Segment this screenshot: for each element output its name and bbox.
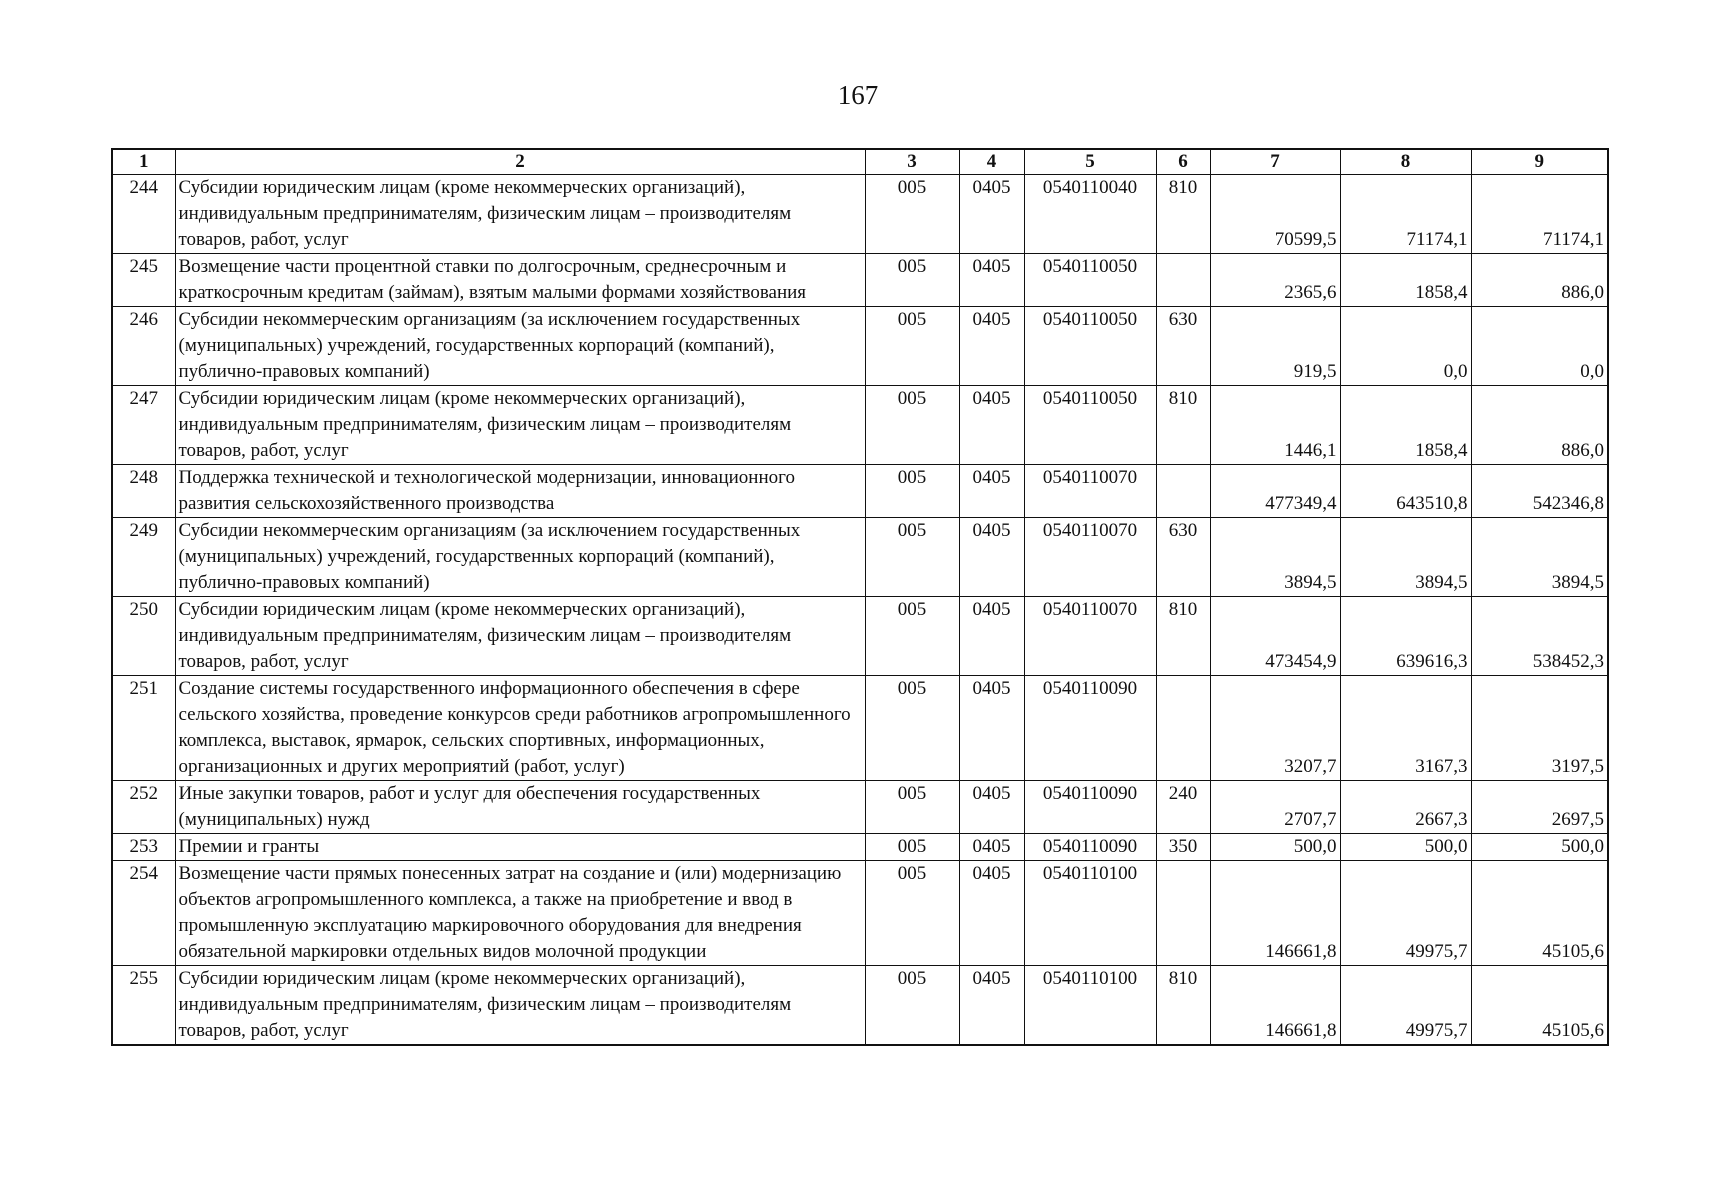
expense-type-code: 810 bbox=[1156, 966, 1210, 1046]
row-name: Субсидии юридическим лицам (кроме некоммерческих организаций), индивидуальным предпринимателям, физическим лицам – производителям товаров, работ, услуг bbox=[175, 386, 865, 465]
amount-col-7: 2365,6 bbox=[1210, 254, 1340, 307]
section-code: 0405 bbox=[959, 175, 1024, 254]
amount-col-9: 886,0 bbox=[1471, 254, 1608, 307]
section-code: 0405 bbox=[959, 307, 1024, 386]
amount-col-8: 3894,5 bbox=[1340, 518, 1471, 597]
amount-col-9: 3894,5 bbox=[1471, 518, 1608, 597]
table-row bbox=[112, 386, 1608, 465]
target-article-code: 0540110050 bbox=[1024, 386, 1156, 465]
amount-col-9: 886,0 bbox=[1471, 386, 1608, 465]
target-article-code: 0540110100 bbox=[1024, 966, 1156, 1046]
amount-col-9: 538452,3 bbox=[1471, 597, 1608, 676]
amount-col-8: 71174,1 bbox=[1340, 175, 1471, 254]
amount-col-9: 2697,5 bbox=[1471, 781, 1608, 834]
expense-type-code: 240 bbox=[1156, 781, 1210, 834]
column-header: 2 bbox=[175, 149, 865, 175]
amount-col-7: 70599,5 bbox=[1210, 175, 1340, 254]
column-header: 5 bbox=[1024, 149, 1156, 175]
row-name: Иные закупки товаров, работ и услуг для обеспечения государственных (муниципальных) нужд bbox=[175, 781, 865, 834]
table-row bbox=[112, 861, 1608, 966]
ministry-code: 005 bbox=[865, 307, 959, 386]
row-number: 249 bbox=[112, 518, 175, 597]
column-header: 8 bbox=[1340, 149, 1471, 175]
row-number: 247 bbox=[112, 386, 175, 465]
amount-col-8: 639616,3 bbox=[1340, 597, 1471, 676]
amount-col-8: 643510,8 bbox=[1340, 465, 1471, 518]
amount-col-8: 0,0 bbox=[1340, 307, 1471, 386]
target-article-code: 0540110050 bbox=[1024, 307, 1156, 386]
amount-col-9: 45105,6 bbox=[1471, 861, 1608, 966]
section-code: 0405 bbox=[959, 386, 1024, 465]
amount-col-7: 2707,7 bbox=[1210, 781, 1340, 834]
amount-col-8: 49975,7 bbox=[1340, 861, 1471, 966]
column-header: 7 bbox=[1210, 149, 1340, 175]
target-article-code: 0540110070 bbox=[1024, 518, 1156, 597]
expense-type-code: 810 bbox=[1156, 175, 1210, 254]
column-header: 3 bbox=[865, 149, 959, 175]
target-article-code: 0540110070 bbox=[1024, 597, 1156, 676]
column-number-row bbox=[112, 149, 1608, 175]
column-header: 1 bbox=[112, 149, 175, 175]
ministry-code: 005 bbox=[865, 254, 959, 307]
table-row bbox=[112, 254, 1608, 307]
target-article-code: 0540110070 bbox=[1024, 465, 1156, 518]
row-name: Создание системы государственного информационного обеспечения в сфере сельского хозяйства, проведение конкурсов среди работников агропромышленного комплекса, выставок, ярмарок, сельских спортивных, информационных, организационных и других мероприятий (работ, услуг) bbox=[175, 676, 865, 781]
amount-col-7: 477349,4 bbox=[1210, 465, 1340, 518]
table-row bbox=[112, 834, 1608, 861]
target-article-code: 0540110090 bbox=[1024, 834, 1156, 861]
section-code: 0405 bbox=[959, 676, 1024, 781]
row-name: Возмещение части процентной ставки по долгосрочным, среднесрочным и краткосрочным кредитам (займам), взятым малыми формами хозяйствования bbox=[175, 254, 865, 307]
amount-col-9: 45105,6 bbox=[1471, 966, 1608, 1046]
row-name: Субсидии юридическим лицам (кроме некоммерческих организаций), индивидуальным предпринимателям, физическим лицам – производителям товаров, работ, услуг bbox=[175, 597, 865, 676]
row-number: 253 bbox=[112, 834, 175, 861]
row-number: 248 bbox=[112, 465, 175, 518]
target-article-code: 0540110100 bbox=[1024, 861, 1156, 966]
amount-col-7: 3207,7 bbox=[1210, 676, 1340, 781]
amount-col-9: 0,0 bbox=[1471, 307, 1608, 386]
table-row bbox=[112, 175, 1608, 254]
amount-col-9: 542346,8 bbox=[1471, 465, 1608, 518]
section-code: 0405 bbox=[959, 254, 1024, 307]
row-number: 245 bbox=[112, 254, 175, 307]
ministry-code: 005 bbox=[865, 781, 959, 834]
amount-col-9: 3197,5 bbox=[1471, 676, 1608, 781]
column-header: 4 bbox=[959, 149, 1024, 175]
amount-col-7: 500,0 bbox=[1210, 834, 1340, 861]
row-name: Возмещение части прямых понесенных затрат на создание и (или) модернизацию объектов агропромышленного комплекса, а также на приобретение и ввод в промышленную эксплуатацию маркировочного оборудования для внедрения обязательной маркировки отдельных видов молочной продукции bbox=[175, 861, 865, 966]
amount-col-8: 1858,4 bbox=[1340, 254, 1471, 307]
ministry-code: 005 bbox=[865, 597, 959, 676]
amount-col-7: 146661,8 bbox=[1210, 861, 1340, 966]
expense-type-code bbox=[1156, 676, 1210, 781]
expense-type-code: 350 bbox=[1156, 834, 1210, 861]
column-header: 6 bbox=[1156, 149, 1210, 175]
amount-col-9: 71174,1 bbox=[1471, 175, 1608, 254]
section-code: 0405 bbox=[959, 465, 1024, 518]
table-row bbox=[112, 676, 1608, 781]
section-code: 0405 bbox=[959, 781, 1024, 834]
ministry-code: 005 bbox=[865, 676, 959, 781]
table-row bbox=[112, 781, 1608, 834]
amount-col-8: 500,0 bbox=[1340, 834, 1471, 861]
expense-type-code: 810 bbox=[1156, 597, 1210, 676]
ministry-code: 005 bbox=[865, 386, 959, 465]
expense-type-code bbox=[1156, 465, 1210, 518]
table-row bbox=[112, 966, 1608, 1046]
amount-col-9: 500,0 bbox=[1471, 834, 1608, 861]
amount-col-8: 49975,7 bbox=[1340, 966, 1471, 1046]
expense-type-code bbox=[1156, 861, 1210, 966]
page-number: 167 bbox=[837, 80, 879, 110]
table-row bbox=[112, 518, 1608, 597]
amount-col-7: 473454,9 bbox=[1210, 597, 1340, 676]
table-row bbox=[112, 307, 1608, 386]
row-name: Премии и гранты bbox=[175, 834, 865, 861]
expense-type-code: 630 bbox=[1156, 518, 1210, 597]
row-number: 252 bbox=[112, 781, 175, 834]
row-number: 250 bbox=[112, 597, 175, 676]
section-code: 0405 bbox=[959, 597, 1024, 676]
row-number: 251 bbox=[112, 676, 175, 781]
column-header: 9 bbox=[1471, 149, 1608, 175]
ministry-code: 005 bbox=[865, 834, 959, 861]
table-row bbox=[112, 597, 1608, 676]
target-article-code: 0540110040 bbox=[1024, 175, 1156, 254]
section-code: 0405 bbox=[959, 861, 1024, 966]
amount-col-8: 2667,3 bbox=[1340, 781, 1471, 834]
expense-type-code bbox=[1156, 254, 1210, 307]
amount-col-8: 3167,3 bbox=[1340, 676, 1471, 781]
target-article-code: 0540110090 bbox=[1024, 676, 1156, 781]
target-article-code: 0540110050 bbox=[1024, 254, 1156, 307]
budget-table bbox=[111, 148, 1609, 1046]
table-body bbox=[112, 175, 1608, 1046]
row-name: Субсидии юридическим лицам (кроме некоммерческих организаций), индивидуальным предпринимателям, физическим лицам – производителям товаров, работ, услуг bbox=[175, 966, 865, 1046]
amount-col-8: 1858,4 bbox=[1340, 386, 1471, 465]
section-code: 0405 bbox=[959, 518, 1024, 597]
expense-type-code: 810 bbox=[1156, 386, 1210, 465]
row-name: Субсидии юридическим лицам (кроме некоммерческих организаций), индивидуальным предпринимателям, физическим лицам – производителям товаров, работ, услуг bbox=[175, 175, 865, 254]
amount-col-7: 146661,8 bbox=[1210, 966, 1340, 1046]
ministry-code: 005 bbox=[865, 175, 959, 254]
amount-col-7: 3894,5 bbox=[1210, 518, 1340, 597]
row-name: Поддержка технической и технологической модернизации, инновационного развития сельскохозяйственного производства bbox=[175, 465, 865, 518]
target-article-code: 0540110090 bbox=[1024, 781, 1156, 834]
row-number: 255 bbox=[112, 966, 175, 1046]
section-code: 0405 bbox=[959, 966, 1024, 1046]
ministry-code: 005 bbox=[865, 861, 959, 966]
row-number: 244 bbox=[112, 175, 175, 254]
row-name: Субсидии некоммерческим организациям (за исключением государственных (муниципальных) учреждений, государственных корпораций (компаний), публично-правовых компаний) bbox=[175, 518, 865, 597]
row-name: Субсидии некоммерческим организациям (за исключением государственных (муниципальных) учреждений, государственных корпораций (компаний), публично-правовых компаний) bbox=[175, 307, 865, 386]
ministry-code: 005 bbox=[865, 966, 959, 1046]
expense-type-code: 630 bbox=[1156, 307, 1210, 386]
row-number: 246 bbox=[112, 307, 175, 386]
amount-col-7: 919,5 bbox=[1210, 307, 1340, 386]
table-row bbox=[112, 465, 1608, 518]
section-code: 0405 bbox=[959, 834, 1024, 861]
row-number: 254 bbox=[112, 861, 175, 966]
ministry-code: 005 bbox=[865, 518, 959, 597]
amount-col-7: 1446,1 bbox=[1210, 386, 1340, 465]
ministry-code: 005 bbox=[865, 465, 959, 518]
